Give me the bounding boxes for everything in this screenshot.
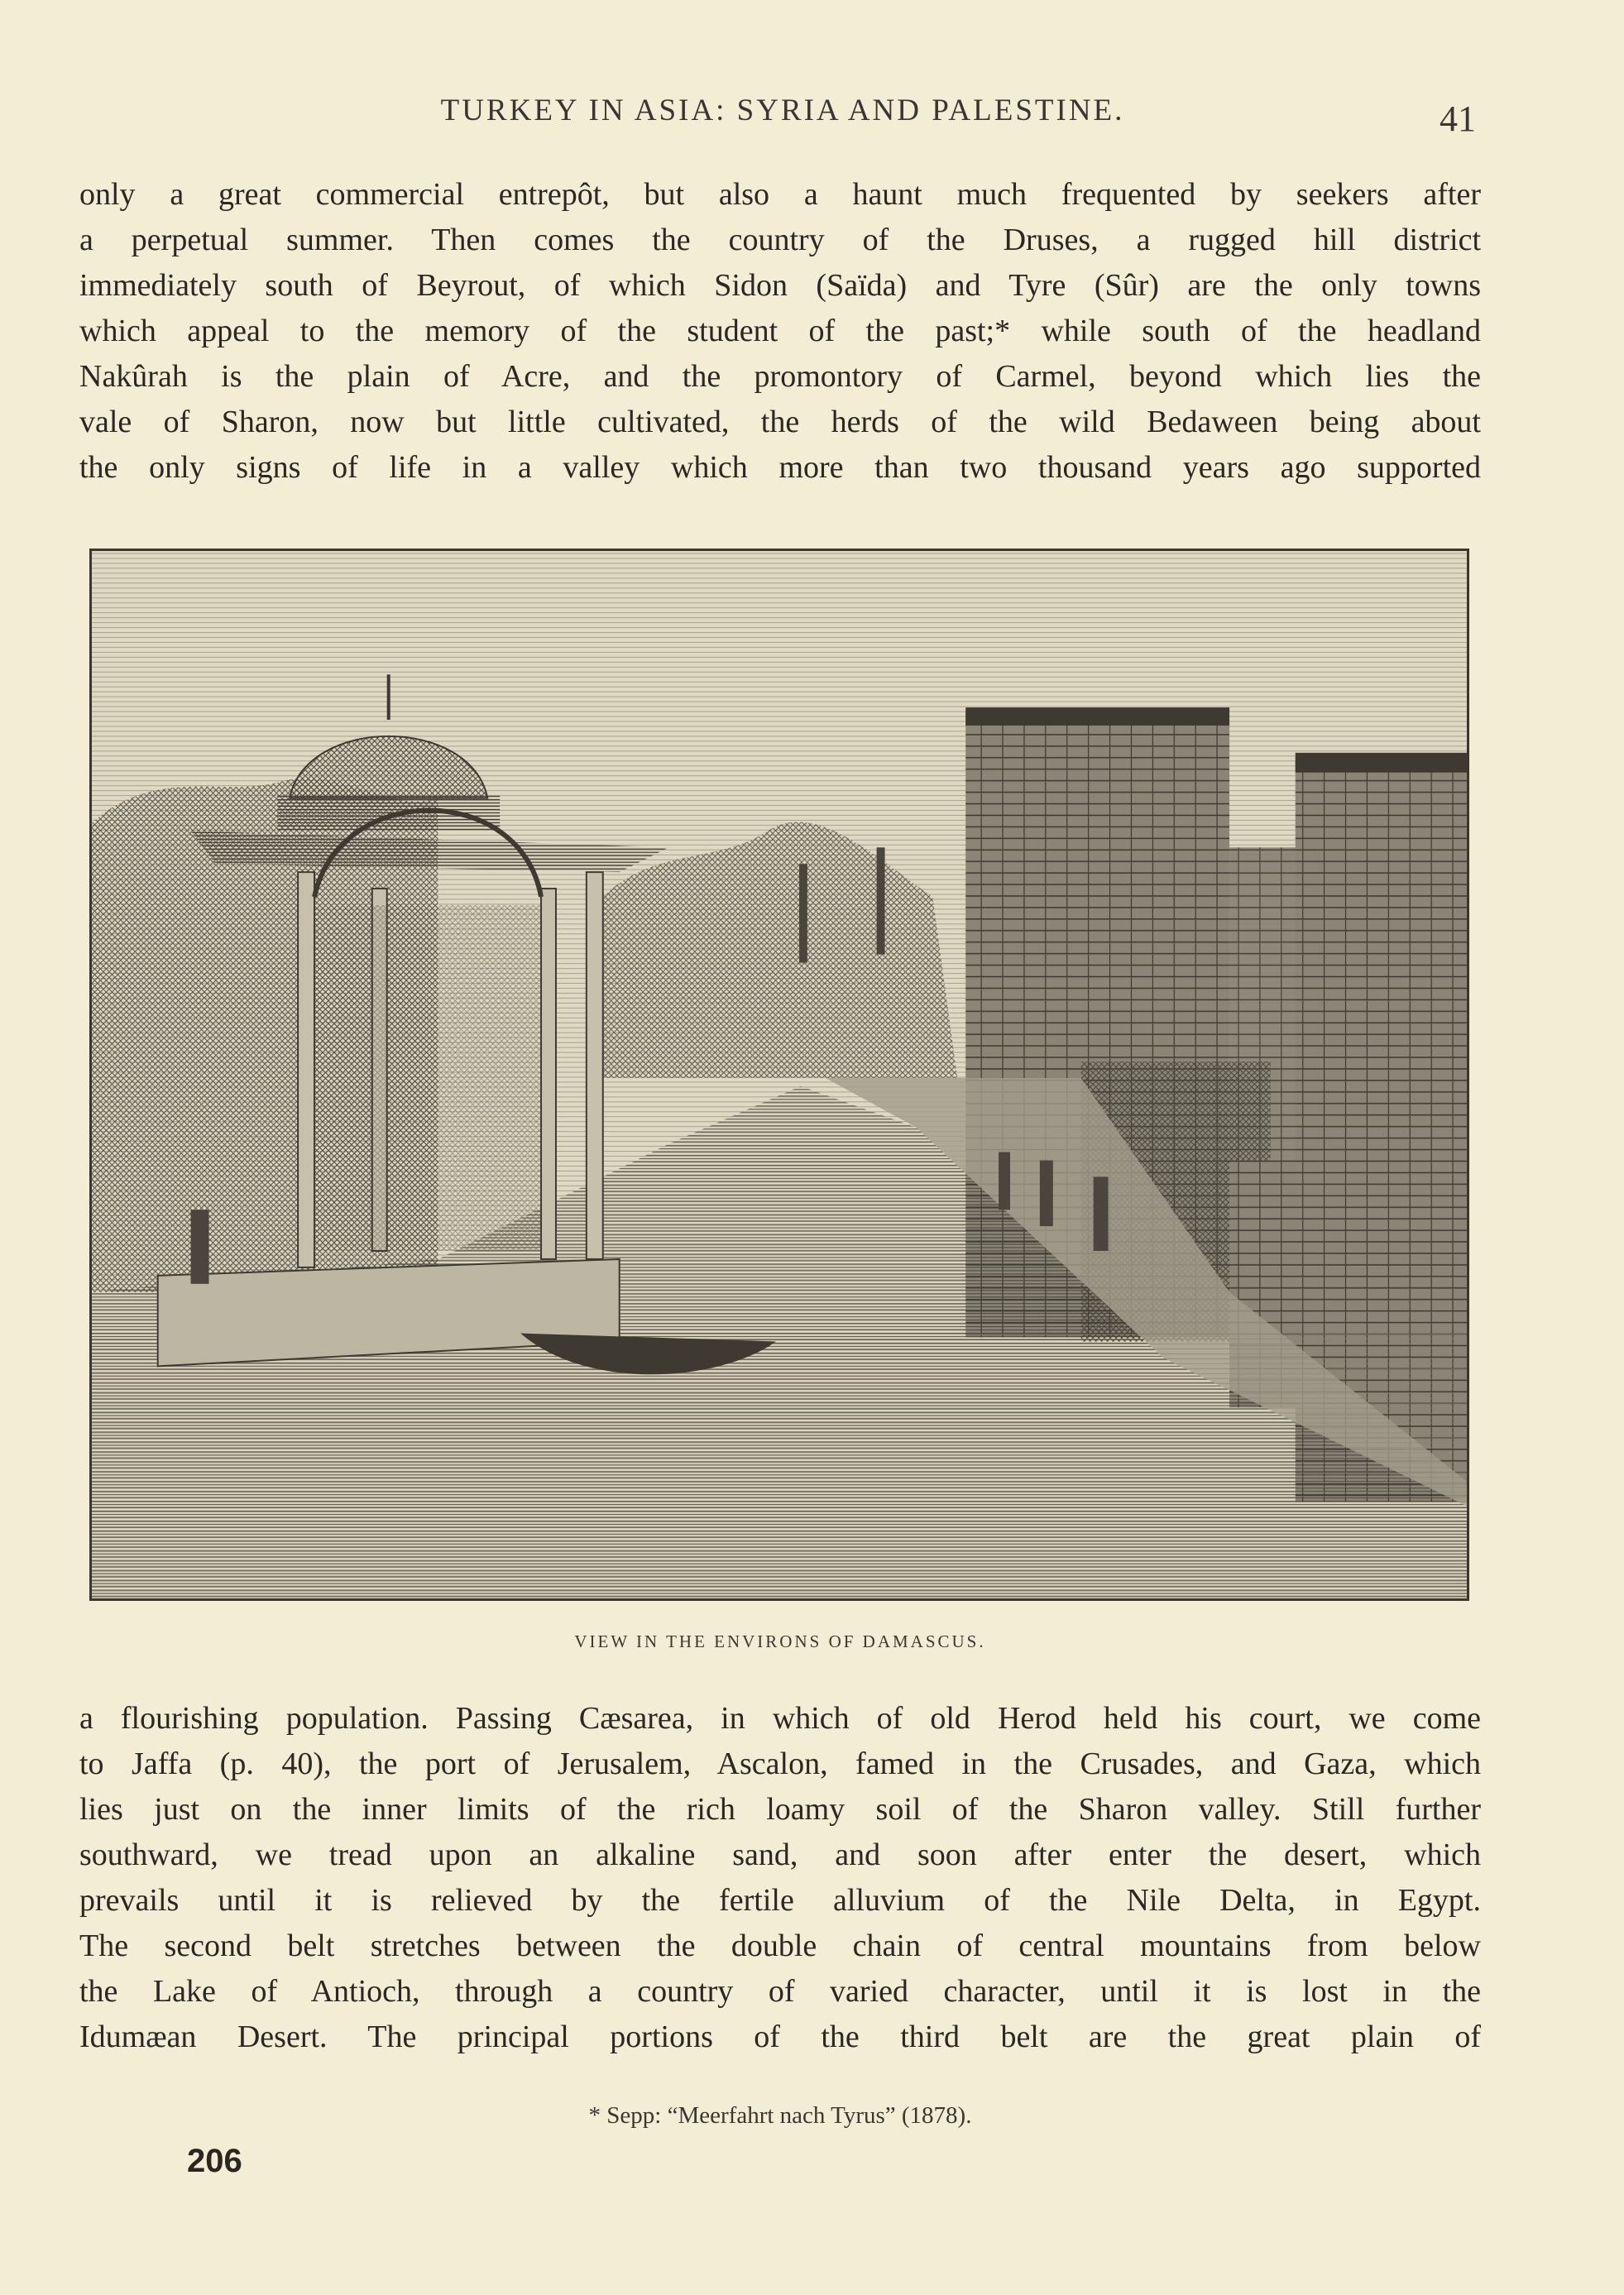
paragraph-top [79, 172, 1481, 491]
footnote: * Sepp: “Meerfahrt nach Tyrus” (1878). [588, 2102, 972, 2129]
engraving-illustration [89, 549, 1469, 1601]
text-line: lies just on the inner limits of the rich loamy soil of the Sharon valley. Still further [79, 1792, 1481, 1827]
text-line: the only signs of life in a valley which more than two thousand years ago supported [79, 450, 1481, 485]
text-line: the Lake of Antioch, through a country of varied character, until it is lost in the [79, 1974, 1481, 2009]
text-line: a perpetual summer. Then comes the country of the Druses, a rugged hill district [79, 223, 1481, 257]
folio-number: 206 [187, 2143, 242, 2179]
damascus-view-engraving [92, 551, 1467, 1598]
text-line: a flourishing population. Passing Cæsarea, in which of old Herod held his court, we come [79, 1701, 1481, 1736]
text-line: prevails until it is relieved by the fertile alluvium of the Nile Delta, in Egypt. [79, 1883, 1481, 1918]
text-line: The second belt stretches between the double chain of central mountains from below [79, 1928, 1481, 1963]
text-line: only a great commercial entrepôt, but also a haunt much frequented by seekers after [79, 177, 1481, 212]
text-line: vale of Sharon, now but little cultivated, the herds of the wild Bedaween being about [79, 405, 1481, 439]
text-line: southward, we tread upon an alkaline sand, and soon after enter the desert, which [79, 1837, 1481, 1872]
text-line: which appeal to the memory of the student of the past;* while south of the headland [79, 314, 1481, 348]
running-head: TURKEY IN ASIA: SYRIA AND PALESTINE. [440, 93, 1125, 127]
page-number: 41 [1440, 98, 1476, 139]
text-line: Idumæan Desert. The principal portions of the third belt are the great plain of [79, 2020, 1481, 2054]
text-line: Nakûrah is the plain of Acre, and the promontory of Carmel, beyond which lies the [79, 359, 1481, 394]
paragraph-bottom [79, 1696, 1481, 2060]
illustration-caption: VIEW IN THE ENVIRONS OF DAMASCUS. [574, 1631, 986, 1651]
text-line: to Jaffa (p. 40), the port of Jerusalem, Ascalon, famed in the Crusades, and Gaza, which [79, 1746, 1481, 1781]
text-line: immediately south of Beyrout, of which Sidon (Saïda) and Tyre (Sûr) are the only towns [79, 268, 1481, 303]
